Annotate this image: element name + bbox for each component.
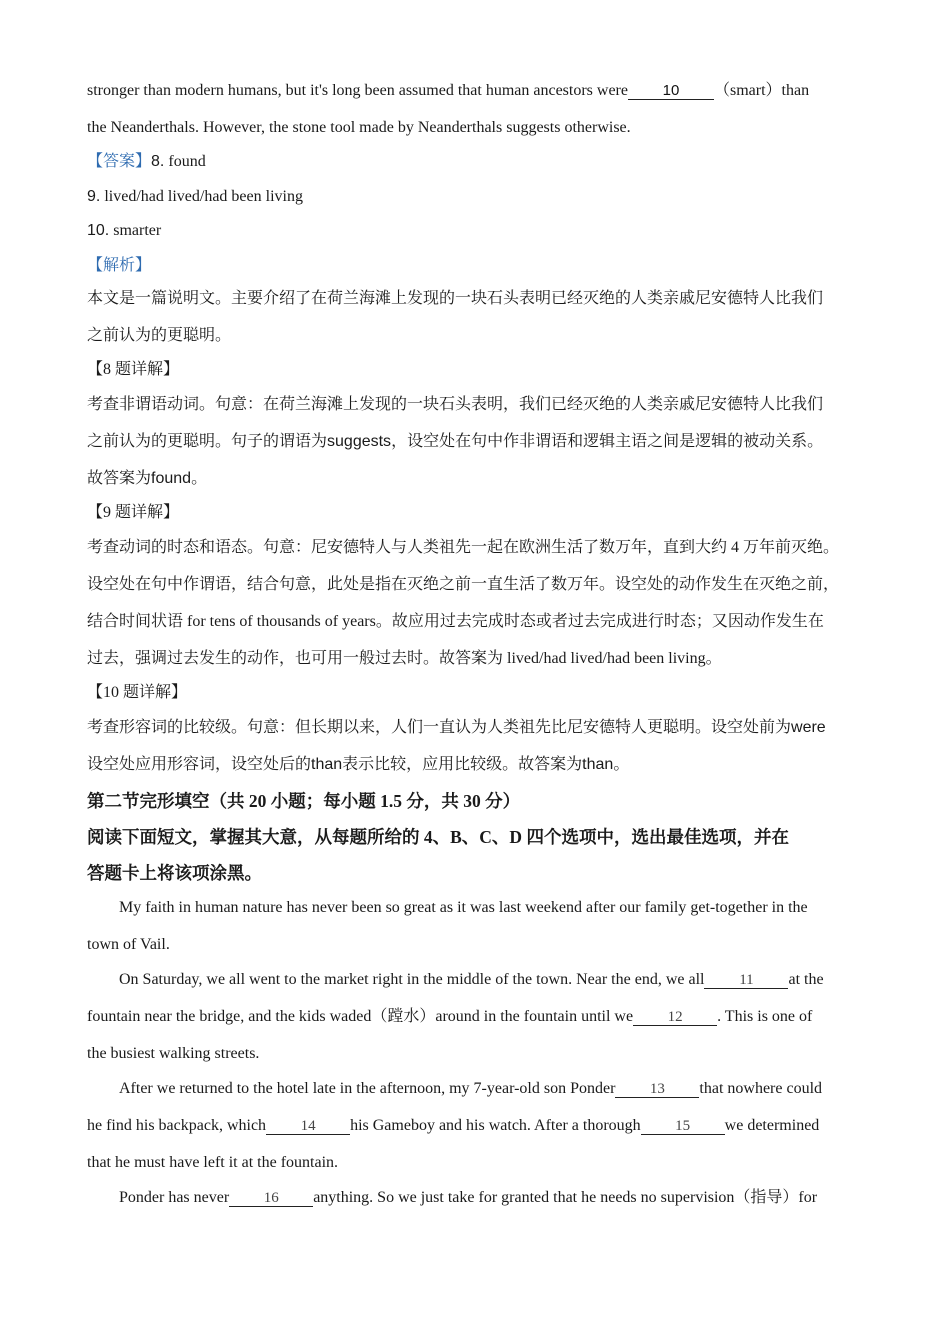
- blank-14: 14: [266, 1118, 350, 1135]
- answer-line-9: 9. lived/had lived/had been living: [87, 188, 303, 205]
- cloze-line: After we returned to the hotel late in the afternoon, my 7-year-old son Ponder 13 that nowhere could: [119, 1080, 823, 1097]
- cloze-line: town of Vail.: [87, 936, 170, 953]
- q9-text: 设空处在句中作谓语，结合句意，此处是指在灭绝之前一直生活了数万年。设空处的动作发生在灭绝之前，: [87, 576, 840, 593]
- blank-15: 15: [641, 1118, 725, 1135]
- q8-text: 故答案为found。: [87, 470, 208, 487]
- q8-text: 之前认为的更聪明。句子的谓语为suggests，设空处在句中作非谓语和逻辑主语之间是逻辑的被动关系。: [87, 433, 824, 450]
- answer-label: 【答案】: [87, 153, 152, 170]
- blank-10: 10: [628, 83, 714, 100]
- cloze-line: that he must have left it at the fountain.: [87, 1154, 339, 1171]
- cloze-line: he find his backpack, which 14 his Gameboy and his watch. After a thorough 15 we determined: [87, 1117, 820, 1134]
- cloze-line: My faith in human nature has never been so great as it was last weekend after our family get-together in the: [119, 899, 808, 916]
- q10-text: 设空处应用形容词，设空处后的than表示比较，应用比较级。故答案为than。: [87, 756, 630, 773]
- q8-title: 【8 题详解】: [87, 361, 180, 378]
- blank-13: 13: [615, 1081, 699, 1098]
- q9-title: 【9 题详解】: [87, 504, 180, 521]
- section-title: 第二节完形填空（共 20 小题；每小题 1.5 分，共 30 分）: [87, 791, 521, 811]
- answer-line-10: 10. smarter: [87, 222, 162, 239]
- analysis-summary: 本文是一篇说明文。主要介绍了在荷兰海滩上发现的一块石头表明已经灭绝的人类亲戚尼安德特人比我们: [87, 290, 824, 307]
- section-instructions: 答题卡上将该项涂黑。: [87, 863, 262, 883]
- analysis-label: 【解析】: [87, 257, 152, 274]
- cloze-line: fountain near the bridge, and the kids waded（蹚水）around in the fountain until we 12 . This is one of: [87, 1008, 813, 1025]
- cloze-line: the busiest walking streets.: [87, 1045, 260, 1062]
- analysis-summary: 之前认为的更聪明。: [87, 327, 232, 344]
- passage-line: the Neanderthals. However, the stone tool made by Neanderthals suggests otherwise.: [87, 119, 631, 136]
- blank-16: 16: [229, 1190, 313, 1207]
- blank-12: 12: [633, 1009, 717, 1026]
- q10-title: 【10 题详解】: [87, 684, 188, 701]
- answer-line-8: 【答案】8. found: [87, 153, 206, 170]
- q9-text: 结合时间状语 for tens of thousands of years。故应用过去完成时态或者过去完成进行时态；又因动作发生在: [87, 613, 824, 630]
- q9-text: 考查动词的时态和语态。句意：尼安德特人与人类祖先一起在欧洲生活了数万年，直到大约 4 万年前灭绝。: [87, 539, 840, 556]
- passage-line: stronger than modern humans, but it's long been assumed that human ancestors were 10 （smart）than: [87, 82, 810, 99]
- q9-text: 过去，强调过去发生的动作，也可用一般过去时。故答案为 lived/had lived/had been living。: [87, 650, 722, 667]
- cloze-line: On Saturday, we all went to the market right in the middle of the town. Near the end, we all 11 at the: [119, 971, 824, 988]
- cloze-line: Ponder has never 16 anything. So we just take for granted that he needs no supervision（指导）for: [119, 1189, 818, 1206]
- q8-text: 考查非谓语动词。句意：在荷兰海滩上发现的一块石头表明，我们已经灭绝的人类亲戚尼安德特人比我们: [87, 396, 824, 413]
- q10-text: 考查形容词的比较级。句意：但长期以来，人们一直认为人类祖先比尼安德特人更聪明。设空处前为were: [87, 719, 826, 736]
- section-instructions: 阅读下面短文，掌握其大意，从每题所给的 4、B、C、D 四个选项中，选出最佳选项，并在: [87, 827, 789, 847]
- blank-11: 11: [704, 972, 788, 989]
